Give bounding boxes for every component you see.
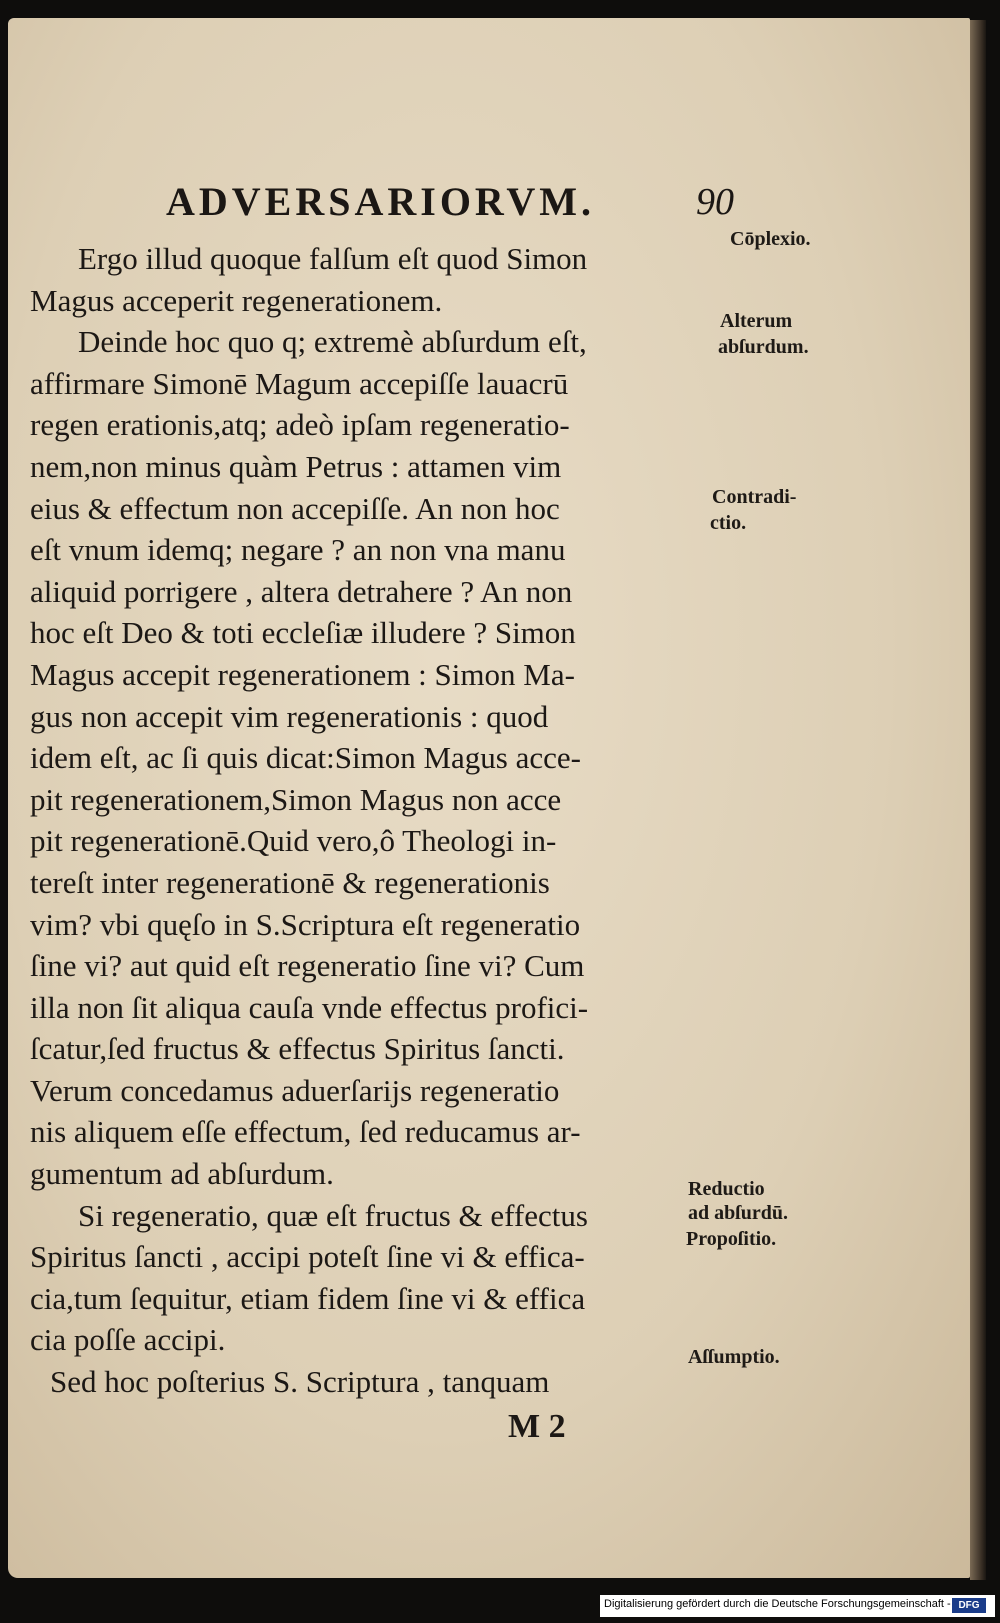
text-line: Spiritus ſancti , accipi poteſt ſine vi & effica-: [30, 1239, 585, 1275]
margin-note-reductio: Reductio: [688, 1178, 765, 1200]
text-line: hoc eſt Deo & toti eccleſiæ illudere ? Simon: [30, 615, 576, 651]
text-line: cia poſſe accipi.: [30, 1322, 226, 1358]
book-fore-edge: [970, 20, 986, 1580]
margin-note-contradictio-cont: ctio.: [710, 512, 747, 534]
text-line: tereſt inter regenerationē & regenerationis: [30, 864, 550, 900]
text-line: Verum concedamus aduerſarijs regeneratio: [30, 1072, 560, 1108]
text-line: cia,tum ſequitur, etiam fidem ſine vi & effica: [30, 1280, 586, 1316]
text-line: ſine vi? aut quid eſt regeneratio ſine vi? Cum: [30, 948, 585, 984]
margin-note-contradictio: Contradi-: [712, 486, 797, 508]
text-line: ſcatur,ſed fructus & effectus Spiritus ſancti.: [30, 1031, 565, 1067]
margin-note-absurdum: abſurdum.: [718, 336, 809, 358]
dfg-logo: DFG: [952, 1598, 986, 1613]
running-title: ADVERSARIORVM.: [166, 179, 596, 224]
text-line: Deinde hoc quo q; extremè abſurdum eſt,: [78, 324, 587, 360]
body-text: [30, 238, 730, 1403]
text-line: gumentum ad abſurdum.: [30, 1156, 334, 1192]
margin-note-propositio: Propoſitio.: [686, 1228, 777, 1250]
text-line: idem eſt, ac ſi quis dicat:Simon Magus acce-: [30, 740, 581, 776]
text-line: eius & effectum non accepiſſe. An non hoc: [30, 490, 560, 526]
margin-note-alterum: Alterum: [720, 310, 793, 332]
text-line: affirmare Simonē Magum accepiſſe lauacrū: [30, 365, 569, 401]
digitization-credit-bar: [600, 1595, 995, 1617]
text-line: Magus acceperit regenerationem.: [30, 282, 443, 318]
text-line: Ergo illud quoque falſum eſt quod Simon: [78, 241, 588, 276]
text-line: gus non accepit vim regenerationis : quod: [30, 698, 549, 734]
text-line: Magus accepit regenerationem : Simon Ma-: [30, 656, 575, 692]
folio-number: 90: [696, 181, 734, 223]
funding-credit-text: Digitalisierung gefördert durch die Deutsche Forschungsgemeinschaft -: [604, 1598, 951, 1610]
margin-note-complexio: Cōplexio.: [730, 228, 811, 250]
text-line: Si regeneratio, quæ eſt fructus & effectus: [78, 1197, 588, 1233]
page-header: [158, 168, 758, 228]
signature-mark: M 2: [508, 1408, 566, 1445]
book-page: [8, 18, 970, 1578]
text-line: nis aliquem eſſe effectum, ſed reducamus ar-: [30, 1114, 581, 1150]
text-line: Sed hoc poſterius S. Scriptura , tanquam: [50, 1364, 550, 1400]
text-line: pit regenerationē.Quid vero,ô Theologi in-: [30, 823, 557, 859]
text-line: vim? vbi quęſo in S.Scriptura eſt regeneratio: [30, 906, 581, 942]
text-line: nem,non minus quàm Petrus : attamen vim: [30, 448, 562, 484]
text-line: aliquid porrigere , altera detrahere ? An non: [30, 573, 573, 609]
text-line: illa non ſit aliqua cauſa vnde effectus profici-: [30, 989, 589, 1025]
text-line: eſt vnum idemq; negare ? an non vna manu: [30, 532, 566, 568]
text-line: regen erationis,atq; adeò ipſam regeneratio-: [30, 407, 570, 443]
margin-note-assumptio: Aſſumptio.: [688, 1346, 780, 1368]
text-line: pit regenerationem,Simon Magus non acce: [30, 781, 562, 817]
margin-note-ad-absurdum: ad abſurdū.: [688, 1202, 789, 1224]
